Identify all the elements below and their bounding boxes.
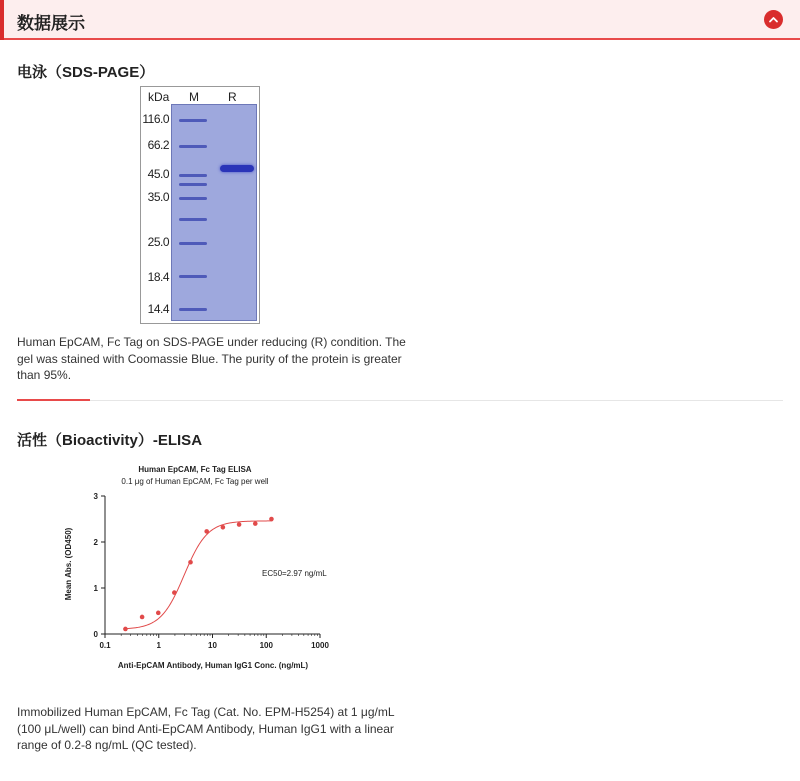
data-point bbox=[172, 590, 177, 595]
caption-line: range of 0.2-8 ng/mL (QC tested). bbox=[17, 738, 197, 752]
sds-page-gel-image bbox=[140, 86, 260, 324]
x-tick-label: 10 bbox=[208, 641, 217, 650]
x-tick-label: 0.1 bbox=[99, 641, 111, 650]
data-points bbox=[123, 517, 274, 632]
marker-label: 116.0 bbox=[142, 112, 169, 126]
sds-page-title: 电泳（SDS-PAGE） bbox=[17, 64, 155, 81]
marker-band bbox=[179, 183, 207, 186]
ec50-annotation: EC50=2.97 ng/mL bbox=[262, 569, 327, 578]
data-point bbox=[253, 521, 258, 526]
data-display-header bbox=[0, 0, 800, 40]
elisa-chart bbox=[50, 458, 350, 678]
sample-band bbox=[220, 165, 254, 172]
data-point bbox=[221, 525, 226, 530]
y-axis-label: Mean Abs. (OD450) bbox=[64, 527, 73, 601]
marker-band bbox=[179, 275, 207, 278]
y-tick-label: 3 bbox=[93, 492, 98, 501]
marker-band bbox=[179, 197, 207, 200]
marker-band bbox=[179, 119, 207, 122]
caption-line: Immobilized Human EpCAM, Fc Tag (Cat. No. EPM-H5254) at 1 μg/mL bbox=[17, 705, 395, 719]
header-title: 数据展示 bbox=[17, 14, 85, 33]
marker-label: 25.0 bbox=[147, 235, 169, 249]
fit-curve-line bbox=[123, 521, 272, 629]
gel-unit-label: kDa bbox=[148, 90, 170, 104]
marker-label: 35.0 bbox=[147, 190, 169, 204]
x-tick-label: 1 bbox=[156, 641, 161, 650]
section-divider bbox=[17, 400, 783, 401]
data-point bbox=[123, 627, 128, 632]
caption-line: gel was stained with Coomassie Blue. The purity of the protein is greater bbox=[17, 351, 402, 366]
marker-band bbox=[179, 218, 207, 221]
marker-label: 66.2 bbox=[147, 138, 169, 152]
caption-line: Human EpCAM, Fc Tag on SDS-PAGE under reducing (R) condition. The bbox=[17, 335, 406, 349]
y-tick-label: 0 bbox=[93, 630, 98, 639]
elisa-caption bbox=[17, 704, 395, 754]
data-point bbox=[188, 560, 193, 565]
chart-title: Human EpCAM, Fc Tag ELISA bbox=[138, 465, 252, 474]
y-tick-label: 1 bbox=[93, 584, 98, 593]
marker-label: 45.0 bbox=[147, 167, 169, 181]
x-tick-label: 1000 bbox=[311, 641, 329, 650]
y-tick-label: 2 bbox=[93, 538, 98, 547]
chart-subtitle: 0.1 μg of Human EpCAM, Fc Tag per well bbox=[121, 477, 269, 486]
data-point bbox=[156, 611, 161, 616]
chevron-up-icon bbox=[768, 14, 779, 25]
section-divider-accent bbox=[17, 399, 90, 401]
data-point bbox=[140, 615, 145, 620]
data-point bbox=[237, 522, 242, 527]
gel-marker-lane-label: M bbox=[189, 90, 199, 104]
elisa-title: 活性（Bioactivity）-ELISA bbox=[17, 432, 203, 449]
marker-label: 18.4 bbox=[147, 270, 169, 284]
marker-band bbox=[179, 174, 207, 177]
marker-label: 14.4 bbox=[147, 302, 169, 316]
caption-line: (100 μL/well) can bind Anti-EpCAM Antibody, Human IgG1 with a linear bbox=[17, 721, 394, 736]
sds-page-caption bbox=[17, 334, 406, 384]
data-point bbox=[204, 529, 209, 534]
marker-band bbox=[179, 145, 207, 148]
data-point bbox=[269, 517, 274, 522]
gel-lanes bbox=[171, 104, 257, 321]
x-tick-label: 100 bbox=[259, 641, 273, 650]
marker-band bbox=[179, 308, 207, 311]
marker-band bbox=[179, 242, 207, 245]
caption-line: than 95%. bbox=[17, 368, 72, 382]
collapse-button[interactable] bbox=[764, 10, 783, 29]
x-axis-label: Anti-EpCAM Antibody, Human IgG1 Conc. (ng/mL) bbox=[117, 661, 309, 670]
gel-sample-lane-label: R bbox=[228, 90, 237, 104]
